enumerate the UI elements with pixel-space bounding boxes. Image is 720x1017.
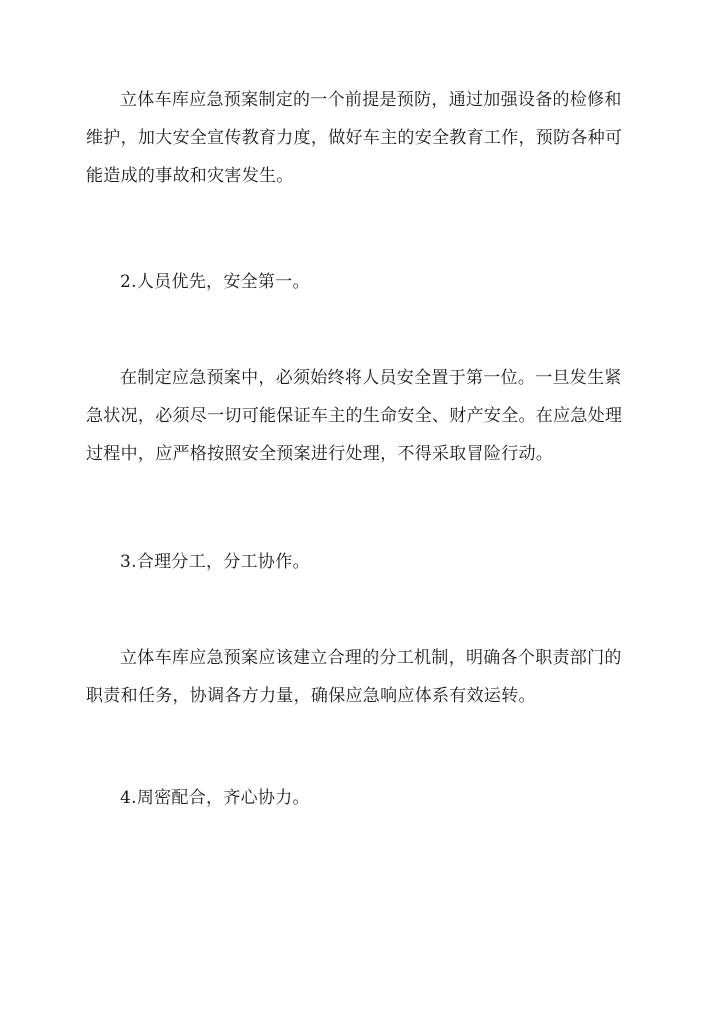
paragraph-prevention: 立体车库应急预案制定的一个前提是预防，通过加强设备的检修和维护，加大安全宣传教育力度，做好车主的安全教育工作，预防各种可能造成的事故和灾害发生。: [86, 90, 623, 186]
heading-division-of-labor: 3.合理分工，分工协作。: [120, 552, 310, 572]
heading-personnel-first: 2.人员优先，安全第一。: [120, 272, 310, 292]
heading-cooperation: 4.周密配合，齐心协力。: [120, 788, 310, 808]
paragraph-personnel-safety: 在制定应急预案中，必须始终将人员安全置于第一位。一旦发生紧急状况，必须尽一切可能保证车主的生命安全、财产安全。在应急处理过程中，应严格按照安全预案进行处理，不得采取冒险行动。: [86, 368, 623, 464]
paragraph-division-mechanism: 立体车库应急预案应该建立合理的分工机制，明确各个职责部门的职责和任务，协调各方力量，确保应急响应体系有效运转。: [86, 648, 622, 706]
